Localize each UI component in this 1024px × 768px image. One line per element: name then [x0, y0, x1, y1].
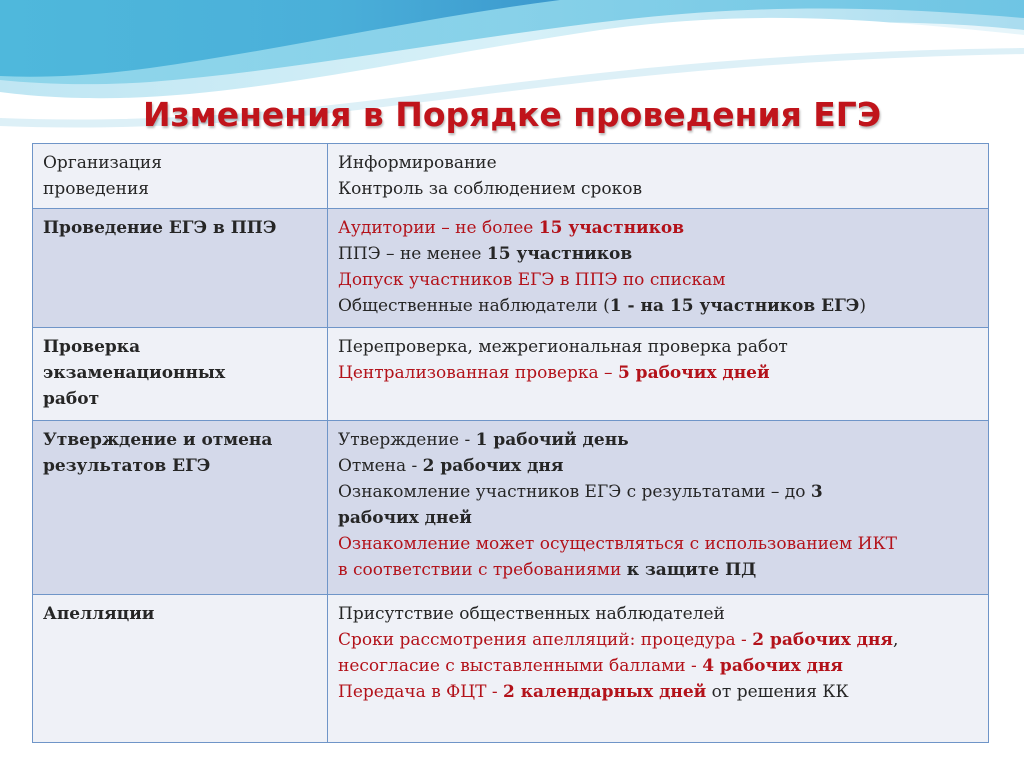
header-right-line: Контроль за соблюдением сроков — [338, 179, 643, 199]
detail-text: в соответствии с требованиями — [338, 560, 627, 580]
detail-text: Утверждение - — [338, 430, 476, 450]
detail-emphasis: 3 — [810, 482, 823, 502]
table-row — [33, 144, 989, 209]
header-left-line: проведения — [43, 179, 149, 199]
detail-line — [338, 627, 978, 653]
category-cell — [33, 421, 328, 595]
category-line: экзаменационных — [43, 363, 226, 383]
details-cell — [328, 595, 989, 743]
header-left-line: Организация — [43, 153, 162, 173]
category-line: результатов ЕГЭ — [43, 456, 211, 476]
detail-text: Передача в ФЦТ - — [338, 682, 504, 702]
category-cell — [33, 328, 328, 421]
detail-line — [338, 241, 978, 267]
details-cell — [328, 328, 989, 421]
detail-emphasis: 2 рабочих дня — [422, 456, 564, 476]
detail-line — [338, 215, 978, 241]
detail-emphasis: 4 рабочих дня — [702, 656, 843, 676]
table-row — [33, 421, 989, 595]
detail-text: , — [892, 630, 899, 650]
detail-line: Ознакомление может осуществляться с использованием ИКТ — [338, 534, 897, 554]
category-line: Утверждение и отмена — [43, 430, 273, 450]
category-cell: Проведение ЕГЭ в ППЭ — [33, 209, 328, 328]
detail-text: несогласие с выставленными баллами - — [338, 656, 703, 676]
table-row — [33, 328, 989, 421]
detail-emphasis: 2 календарных дней — [503, 682, 707, 702]
slide-title: Изменения в Порядке проведения ЕГЭ — [142, 95, 882, 134]
detail-line — [338, 293, 978, 319]
detail-text: Аудитории – не более — [338, 218, 539, 238]
detail-text: от решения КК — [706, 682, 849, 702]
detail-emphasis: к защите ПД — [626, 560, 757, 580]
detail-line: Перепроверка, межрегиональная проверка работ — [338, 337, 788, 357]
detail-emphasis: 1 - — [609, 296, 641, 316]
changes-table — [32, 143, 989, 743]
detail-line — [338, 653, 978, 679]
detail-text: ППЭ – не менее — [338, 244, 487, 264]
detail-emphasis: на 15 участников ЕГЭ — [640, 296, 860, 316]
detail-line — [338, 679, 978, 705]
category-cell: Апелляции — [33, 595, 328, 743]
detail-text: Общественные наблюдатели ( — [338, 296, 610, 316]
detail-emphasis: 2 рабочих дня — [752, 630, 893, 650]
detail-line — [338, 557, 978, 583]
detail-line: рабочих дней — [338, 508, 472, 528]
detail-emphasis: 15 участников — [486, 244, 633, 264]
detail-text: Отмена - — [338, 456, 423, 476]
table-row — [33, 595, 989, 743]
header-left-cell — [33, 144, 328, 209]
detail-line — [338, 427, 978, 453]
detail-line: Допуск участников ЕГЭ в ППЭ по спискам — [338, 270, 726, 290]
detail-line: Присутствие общественных наблюдателей — [338, 604, 725, 624]
header-right-line: Информирование — [338, 153, 497, 173]
detail-text: Централизованная проверка – — [338, 363, 618, 383]
detail-emphasis: 15 участников — [538, 218, 685, 238]
details-cell — [328, 209, 989, 328]
detail-line — [338, 360, 978, 386]
category-line: Проверка — [43, 337, 141, 357]
header-right-cell — [328, 144, 989, 209]
detail-line — [338, 479, 978, 505]
detail-emphasis: 1 рабочий день — [475, 430, 629, 450]
detail-text: Ознакомление участников ЕГЭ с результатами – до — [338, 482, 811, 502]
detail-emphasis: 5 рабочих дней — [617, 363, 770, 383]
detail-line — [338, 453, 978, 479]
details-cell — [328, 421, 989, 595]
detail-text: Сроки рассмотрения апелляций: процедура - — [338, 630, 753, 650]
detail-text: ) — [859, 296, 866, 316]
category-line: работ — [43, 389, 100, 409]
table-row — [33, 209, 989, 328]
